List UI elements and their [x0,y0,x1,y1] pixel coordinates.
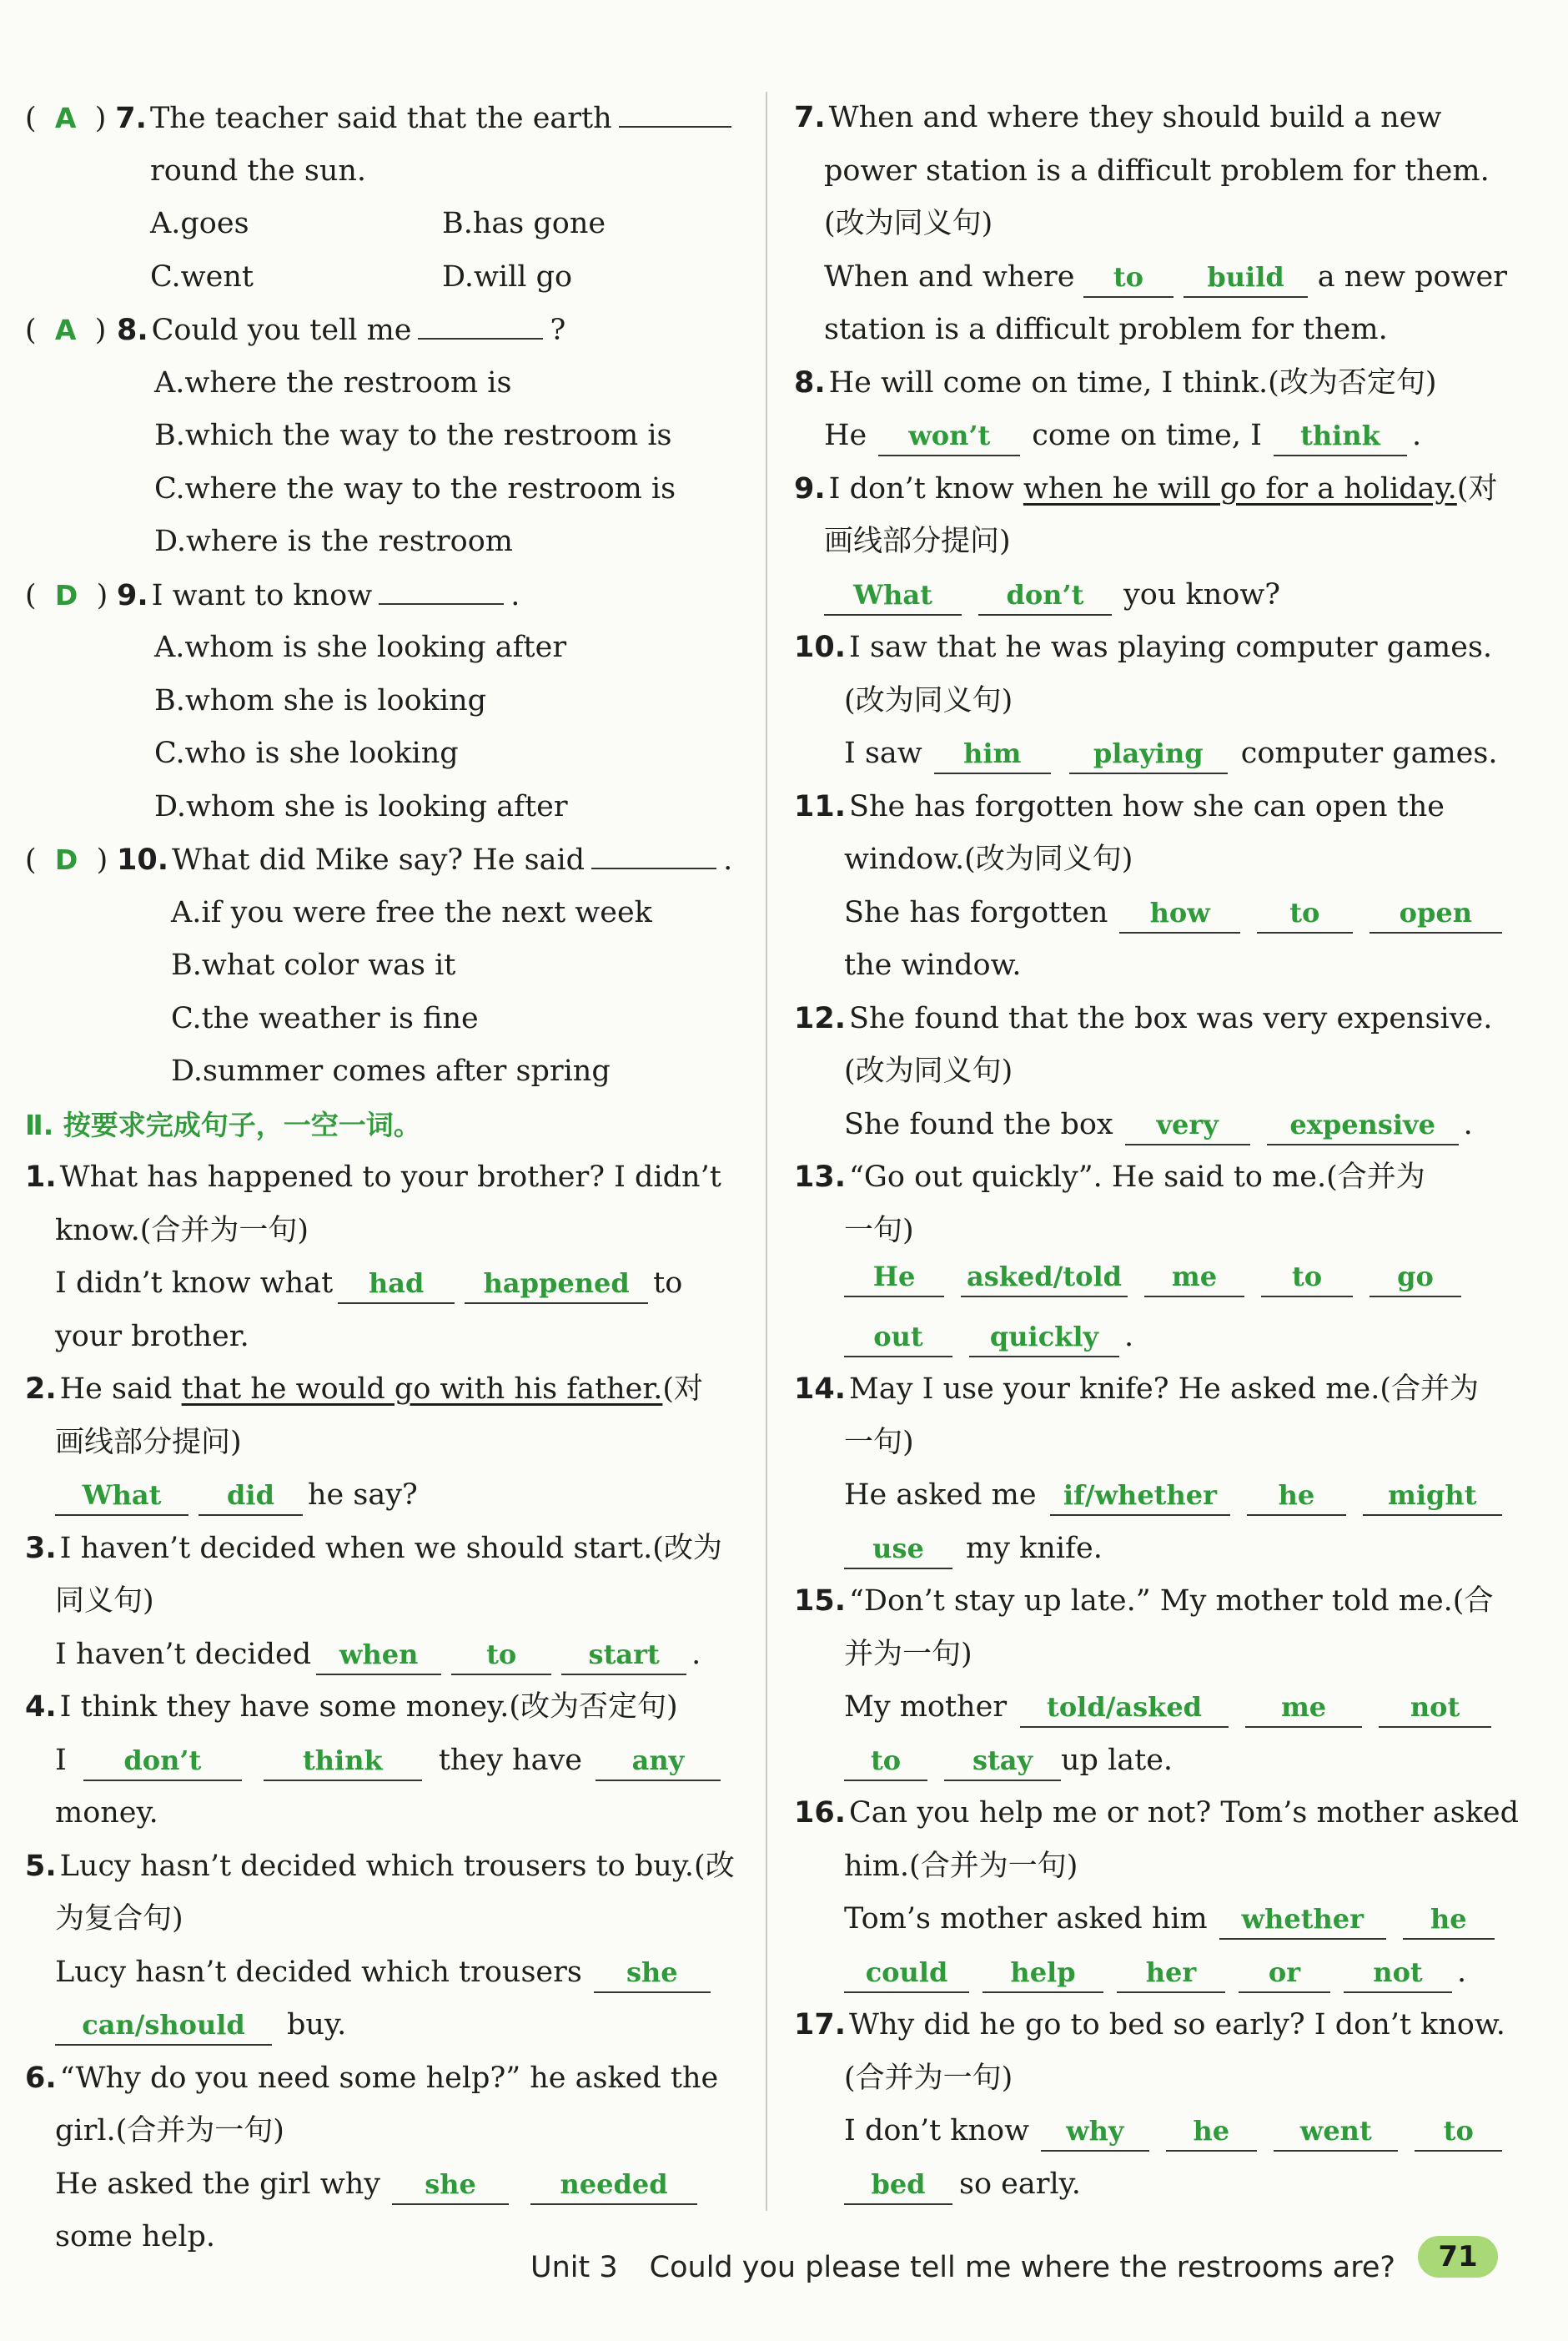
answer-blank: think [1274,416,1407,456]
rewrite-question-9: 9. I don’t know when he will go for a holiday. (对 [794,463,1507,516]
option-c: C.where the way to the restroom is [154,471,676,506]
option-b: B.whom she is looking [154,683,487,717]
rewrite-question-17: 17. Why did he go to bed so early? I don’t know. [794,2008,1505,2041]
answer-blank: went [1274,2112,1398,2152]
answer-blank: whether [1219,1900,1386,1940]
answer-blank: to [1083,258,1174,298]
answer-blank: not [1379,1688,1491,1728]
answer-blank: did [199,1476,303,1516]
answer-blank: told/asked [1020,1688,1229,1728]
answer-blank: she [392,2165,509,2205]
answer-paren: ( D ) [25,578,108,612]
answer-blank: her [1117,1953,1225,1993]
answer-blank: out [844,1317,952,1357]
option-d: D.where is the restroom [154,525,513,558]
answer-blank: she [594,1953,711,1993]
answer-blank: him [934,734,1051,774]
rewrite-question-3: 3. I haven’t decided when we should start.(改为 [25,1531,722,1565]
answer-blank: can/should [55,2006,272,2046]
mc-question-8: ( A ) 8. Could you tell me ? [25,304,738,357]
unit-title: Could you please tell me where the restrooms are? [649,2251,1395,2284]
answer-blank: start [561,1635,686,1675]
rewrite-question-11: 11. She has forgotten how she can open the [794,789,1445,823]
option-c: C.who is she looking [154,737,459,770]
mc-question-9: ( D ) 9. I want to know . [25,569,738,622]
mc-question-7: ( A ) 7. The teacher said that the earth [25,92,738,145]
answer-paren: ( A ) [25,102,107,135]
rewrite-question-4: 4. I think they have some money.(改为否定句) [25,1690,678,1724]
answer-blank: or [1239,1953,1330,1993]
answer-blank: go [1369,1257,1461,1297]
option-d: D.whom she is looking after [154,789,568,823]
answer-blank: What [55,1476,188,1516]
answer-paren: ( D ) [25,843,108,877]
answer-blank: any [596,1741,721,1781]
page-footer [530,2251,1395,2284]
left-column: ( A ) 7. The teacher said that the earth round the sun. A.goes B.has gone C.went D.will go ( A ) 8. Could you tell me ? A.where the restroom is B.which the way to the restroom is C.where the way to the restroom is D.where is the restroom ( D ) 9. I want to know . A.whom is she looking after B.whom she is looking C.who is she looking D.whom she is looking after ( D ) 10. What did Mike say? He said . A.if you were free the next week B.what color was it C.the weather is fine D.summer comes after spring Ⅱ. 按要求完成句子，一空一词。 1. What has happened to your brother? I didn’t know.(合并为一句) I didn’t know what had happened to your brother. 2. He said that he would go with his father. (对 画线部分提问) What did he say? 3. I haven’t decided when we should start.(改为 同义句) I haven’t decided when to start . 4. I think they have some money.(改为否定句) I don’t think they have any money. 5. Lucy hasn’t decided which trousers to buy.(改 为复合句) Lucy hasn’t decided which trousers she can/should buy. 6. “Why do you need some help?” he asked the girl.(合并为一句) He asked the girl why she needed some help. [25,92,738,2264]
rewrite-question-2: 2. He said that he would go with his father. (对 [25,1363,738,1417]
answer-blank: to [1415,2112,1502,2152]
answer-blank: very [1125,1105,1250,1145]
option-a: A.goes [150,207,249,240]
answer-blank: open [1369,894,1502,934]
answer-blank: could [844,1953,969,1993]
answer-blank: had [338,1264,455,1304]
answer-blank: to [1257,894,1353,934]
option-c: C.the weather is fine [171,1001,479,1035]
page-number: 71 [1418,2236,1498,2278]
answer-blank: stay [944,1741,1061,1781]
answer-blank: don’t [978,576,1112,616]
answer-blank: he [1166,2112,1258,2152]
blank [619,93,731,128]
answer-blank: not [1344,1953,1452,1993]
option-d: D.will go [442,259,573,294]
rewrite-question-14: 14. May I use your knife? He asked me.(合并为 [794,1372,1479,1406]
answer-blank: asked/told [961,1257,1128,1297]
rewrite-question-16: 16. Can you help me or not? Tom’s mother asked [794,1796,1520,1830]
option-b: B.which the way to the restroom is [154,419,672,452]
answer-blank: quickly [969,1317,1119,1357]
option-d: D.summer comes after spring [171,1055,611,1088]
answer-blank: expensive [1267,1105,1459,1145]
answer-blank: won’t [878,416,1020,456]
answer-blank: me [1245,1688,1362,1728]
answer-blank: to [844,1741,927,1781]
option-a: A.where the restroom is [154,365,512,400]
rewrite-question-10: 10. I saw that he was playing computer games. [794,631,1493,664]
mc-question-10: ( D ) 10. What did Mike say? He said . [25,833,738,887]
rewrite-question-8: 8. He will come on time, I think.(改为否定句) [794,365,1437,400]
answer-blank: think [264,1741,422,1781]
underlined-part: that he would go with his father. [181,1372,663,1406]
answer-blank: might [1363,1476,1502,1516]
option-b: B.what color was it [171,949,456,982]
right-column: 7. When and where they should build a new power station is a difficult problem for them. (改为同义句) When and where to build a new power station is a difficult problem for them. 8. He will come on time, I think.(改为否定句) He won’t come on time, I think . 9. I don’t know when he will go for a holiday. (对 画线部分提问) What don’t you know? 10. I saw that he was playing computer games. (改为同义句) I saw him playing computer games. 11. She has forgotten how she can open the window.(改为同义句) She has forgotten how to open the window. 12. She found that the box was very expensive. (改为同义句) She found the box very expensive . 13. “Go out quickly”. He said to me.(合并为 一句) He asked/told me to go out quickly . 14. May I use your knife? He asked me.(合并为 一句) He asked me if/whether he might use my knife. 15. “Don’t stay up late.” My mother told me.(合 并为一句) My mother told/asked me not to stay up late. 16. Can you help me or not? Tom’s mother asked him.(合并为一句) Tom’s mother asked him whether he could help her or not . 17. Why did he go to bed so early? I don’t know. (合并为一句) I don’t know why he went to bed so early. [794,92,1507,2211]
answer-blank: me [1144,1257,1244,1297]
rewrite-question-12: 12. She found that the box was very expensive. [794,1001,1493,1035]
answer-blank: needed [530,2165,697,2205]
underlined-part: when he will go for a holiday. [1023,471,1457,506]
unit-label: Unit 3 [530,2251,618,2284]
answer-blank: when [316,1635,441,1675]
rewrite-question-13: 13. “Go out quickly”. He said to me.(合并为 [794,1160,1425,1194]
blank [379,570,504,605]
answer-blank: happened [465,1264,648,1304]
blank [418,305,543,340]
answer-blank: help [983,1953,1103,1993]
option-c: C.went [150,259,254,294]
option-a: A.whom is she looking after [154,631,567,664]
answer-blank: to [1261,1257,1353,1297]
rewrite-question-1: 1. What has happened to your brother? I didn’t [25,1160,721,1194]
answer-blank: why [1041,2112,1148,2152]
option-a: A.if you were free the next week [171,895,652,929]
answer-blank: bed [844,2165,952,2205]
answer-blank: how [1119,894,1239,934]
option-b: B.has gone [442,207,606,240]
answer-blank: He [844,1257,944,1297]
rewrite-question-5: 5. Lucy hasn’t decided which trousers to buy.(改 [25,1849,735,1883]
answer-blank: build [1184,258,1307,298]
rewrite-question-6: 6. “Why do you need some help?” he asked the [25,2061,719,2095]
answer-blank: to [451,1635,551,1675]
answer-paren: ( A ) [25,314,107,347]
answer-blank: he [1247,1476,1345,1516]
section-title: Ⅱ. 按要求完成句子，一空一词。 [25,1108,421,1141]
answer-blank: he [1403,1900,1495,1940]
rewrite-question-7: 7. When and where they should build a new [794,101,1442,134]
rewrite-question-15: 15. “Don’t stay up late.” My mother told me.(合 [794,1584,1494,1618]
answer-blank: What [824,576,962,616]
blank [591,834,716,869]
answer-blank: if/whether [1050,1476,1231,1516]
column-divider [766,92,767,2211]
answer-blank: playing [1069,734,1228,774]
answer-blank: use [844,1529,952,1569]
answer-blank: don’t [83,1741,242,1781]
